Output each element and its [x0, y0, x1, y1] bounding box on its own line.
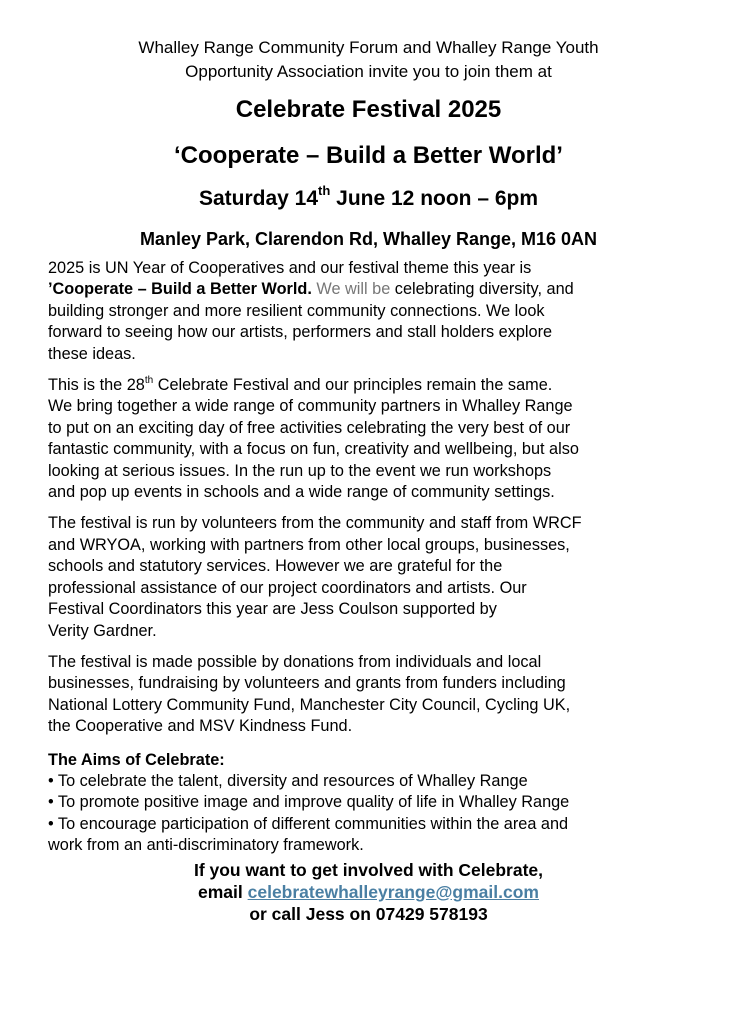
- call-to-action: [48, 859, 689, 925]
- para2-line-6: and pop up events in schools and a wide range of community settings.: [48, 483, 555, 502]
- date-suffix: June 12 noon – 6pm: [330, 187, 539, 210]
- para2-line-4: fantastic community, with a focus on fun, creativity and wellbeing, but also: [48, 440, 579, 459]
- cta-line-1: If you want to get involved with Celebrate,: [193, 859, 544, 880]
- cta-phone-line: or call Jess on 07429 578193: [249, 903, 488, 924]
- festival-theme: ‘Cooperate – Build a Better World’: [174, 142, 563, 169]
- date-prefix: Saturday 14: [198, 187, 319, 210]
- para2-line-1: [48, 375, 689, 396]
- para4-line-4: the Cooperative and MSV Kindness Fund.: [48, 717, 353, 736]
- theme-bold-text: ’Cooperate – Build a Better World.: [48, 280, 312, 299]
- para2-prefix: This is the 28: [48, 376, 145, 395]
- para3-line-5: Festival Coordinators this year are Jess Coulson supported by: [48, 600, 497, 619]
- aim-item-3-line-2: work from an anti-discriminatory framework.: [48, 836, 364, 855]
- festival-date: [48, 184, 689, 214]
- faded-text: We will be: [311, 280, 391, 299]
- paragraph-volunteers: [48, 513, 689, 641]
- intro-line-2: Opportunity Association invite you to join them at: [185, 62, 552, 81]
- aim-item-3-line-1: • To encourage participation of different communities within the area and: [48, 814, 569, 833]
- aim-item-2: • To promote positive image and improve quality of life in Whalley Range: [48, 793, 570, 812]
- para1-line-2: [48, 279, 689, 300]
- cta-email-line: [48, 881, 689, 903]
- para2-ordinal: th: [144, 374, 154, 386]
- para4-line-2: businesses, fundraising by volunteers and grants from funders including: [48, 674, 566, 693]
- para2-line-2: We bring together a wide range of community partners in Whalley Range: [48, 397, 573, 416]
- para1-line-3: building stronger and more resilient community connections. We look: [48, 301, 545, 320]
- intro-line-1: Whalley Range Community Forum and Whalley Range Youth: [138, 38, 599, 57]
- para4-line-1: The festival is made possible by donations from individuals and local: [48, 652, 542, 671]
- email-link[interactable]: celebratewhalleyrange@gmail.com: [247, 881, 539, 902]
- para3-line-6: Verity Gardner.: [48, 621, 157, 640]
- aim-item-3: [48, 814, 689, 857]
- para1-line-1: 2025 is UN Year of Cooperatives and our festival theme this year is: [48, 259, 532, 277]
- para4-line-3: National Lottery Community Fund, Manchester City Council, Cycling UK,: [48, 695, 571, 714]
- paragraph-funding: [48, 652, 689, 738]
- paragraph-principles: [48, 375, 689, 503]
- aim-item-1: • To celebrate the talent, diversity and resources of Whalley Range: [48, 771, 528, 790]
- festival-venue: Manley Park, Clarendon Rd, Whalley Range, M16 0AN: [139, 229, 598, 249]
- para1-line-5: these ideas.: [48, 344, 136, 363]
- para3-line-4: professional assistance of our project coordinators and artists. Our: [48, 578, 527, 597]
- paragraph-theme: [48, 258, 689, 365]
- para1-line-2-rest: celebrating diversity, and: [390, 280, 574, 299]
- para3-line-3: schools and statutory services. However we are grateful for the: [48, 557, 503, 576]
- para2-line-3: to put on an exciting day of free activities celebrating the very best of our: [48, 418, 571, 437]
- para3-line-2: and WRYOA, working with partners from other local groups, businesses,: [48, 535, 570, 554]
- date-ordinal: th: [318, 183, 331, 198]
- festival-title: Celebrate Festival 2025: [235, 96, 502, 123]
- intro-text: [48, 36, 689, 84]
- para3-line-1: The festival is run by volunteers from the community and staff from WRCF: [48, 514, 582, 533]
- para1-line-4: forward to seeing how our artists, performers and stall holders explore: [48, 323, 553, 342]
- para2-line-5: looking at serious issues. In the run up to the event we run workshops: [48, 461, 552, 480]
- cta-email-prefix: email: [198, 881, 248, 902]
- aims-heading: The Aims of Celebrate:: [48, 750, 225, 769]
- para2-suffix: Celebrate Festival and our principles remain the same.: [153, 376, 553, 395]
